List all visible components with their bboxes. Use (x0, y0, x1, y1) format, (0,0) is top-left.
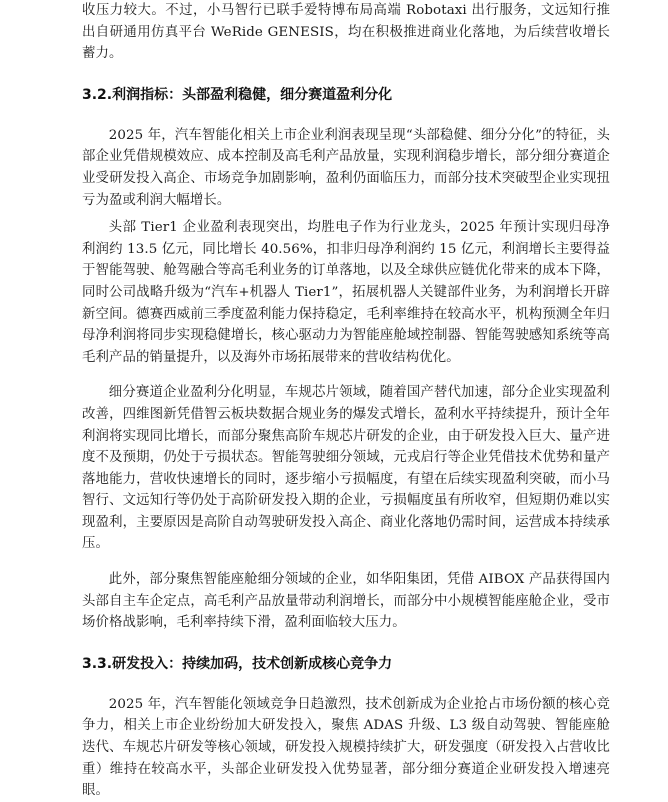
paragraph-segment-profit: 细分赛道企业盈利分化明显，车规芯片领域，随着国产替代加速，部分企业实现盈利改善，四维图新凭借智云板块数据合规业务的爆发式增长，盈利水平持续提升，预计全年利润将实现同比增长，而部分聚焦高阶车规芯片研发的企业，由于研发投入巨大、量产进度不及预期，仍处于亏损状态。智能驾驶细分领域，元戎启行等企业凭借技术优势和量产落地能力，营收快速增长的同时，逐步缩小亏损幅度，有望在后续实现盈利突破，而小马智行、文远知行等仍处于高阶研发投入期的企业，亏损幅度虽有所收窄，但短期仍难以实现盈利，主要原因是高阶自动驾驶研发投入高企、商业化落地仍需时间，运营成本持续承压。 (82, 385, 610, 552)
section-heading-3-2: 3.2.利润指标：头部盈利稳健，细分赛道盈利分化 (82, 86, 393, 103)
section-heading-3-3: 3.3.研发投入：持续加码，技术创新成核心竞争力 (82, 655, 393, 672)
paragraph-cockpit-profit: 此外，部分聚焦智能座舱细分领域的企业，如华阳集团，凭借 AIBOX 产品获得国内头部自主车企定点，高毛利产品放量带动利润增长，而部分中小规模智能座舱企业，受市场价格战影响，毛利率持续下滑，盈利面临较大压力。 (82, 572, 610, 631)
paragraph-continuation: 收压力较大。不过，小马智行已联手爱特博布局高端 Robotaxi 出行服务，文远知行推出自研通用仿真平台 WeRide GENESIS，均在积极推进商业化落地，为后续营收增长蓄力。 (82, 3, 610, 62)
paragraph-profit-overview: 2025 年，汽车智能化相关上市企业利润表现呈现“头部稳健、细分分化”的特征，头部企业凭借规模效应、成本控制及高毛利产品放量，实现利润稳步增长，部分细分赛道企业受研发投入高企、市场竞争加剧影响，盈利仍面临压力，而部分技术突破型企业实现扭亏为盈或利润大幅增长。 (82, 127, 610, 208)
paragraph-rd-investment: 2025 年，汽车智能化领域竞争日趋激烈，技术创新成为企业抢占市场份额的核心竞争力，相关上市企业纷纷加大研发投入，聚焦 ADAS 升级、L3 级自动驾驶、智能座舱迭代、车规芯片研发等核心领域，研发投入规模持续扩大，研发强度（研发投入占营收比重）维持在较高水平，头部企业研发投入优势显著，部分细分赛道企业研发投入增速亮眼。 (82, 696, 610, 799)
paragraph-tier1-profit: 头部 Tier1 企业盈利表现突出，均胜电子作为行业龙头，2025 年预计实现归母净利润约 13.5 亿元，同比增长 40.56%，扣非归母净利润约 15 亿元，利润增长主要得益于智能驾驶、舱驾融合等高毛利业务的订单落地，以及全球供应链优化带来的成本下降，同时公司战略升级为“汽车+机器人 Tier1”，拓展机器人关键部件业务，为利润增长开辟新空间。德赛西威前三季度盈利能力保持稳定，毛利率维持在较高水平，机构预测全年归母净利润将同步实现稳健增长，核心驱动力为智能座舱域控制器、智能驾驶感知系统等高毛利产品的销量提升，以及海外市场拓展带来的营收结构优化。 (82, 220, 610, 365)
